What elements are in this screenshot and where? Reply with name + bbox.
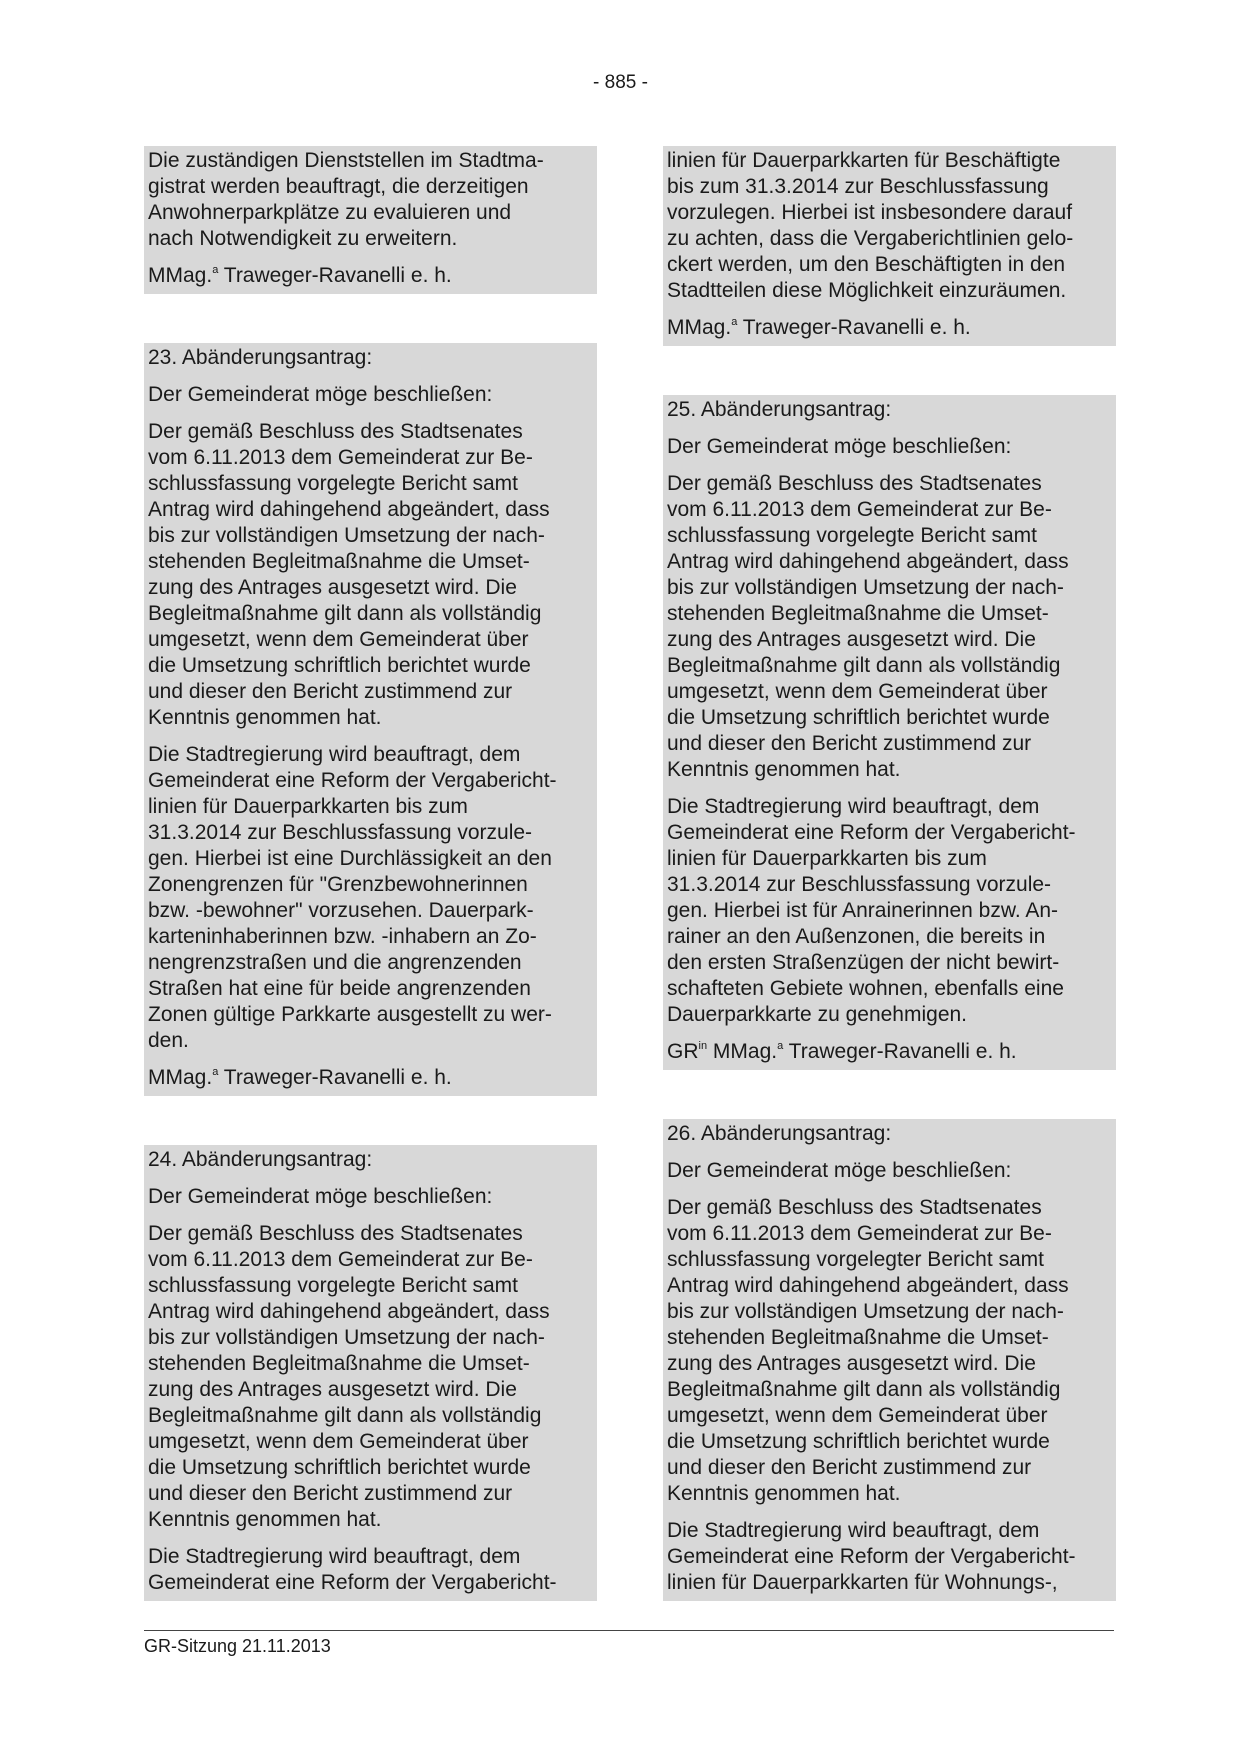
signature bbox=[667, 1039, 1112, 1065]
footer-text: GR-Sitzung 21.11.2013 bbox=[144, 1636, 331, 1656]
amendment-intro: Der Gemeinderat möge beschließen: bbox=[148, 383, 493, 406]
signature-gr: GR bbox=[667, 1040, 699, 1063]
signature bbox=[148, 263, 593, 289]
amendment-paragraph: Der gemäß Beschluss des Stadtsenates vom 6.11.2013 dem Gemeinderat zur Be- schlussfassung vorgelegter Bericht samt Antrag wird dahingehend abgeändert, dass bis zur vollständigen Umsetzung der nach- stehenden Begleitmaßnahme die Umset- zung des Antrages ausgesetzt wird. Die Begleitmaßnahme gilt dann als vollständig umgesetzt, wenn dem Gemeinderat über die Umsetzung schriftlich berichtet wurde und dieser den Bericht zustimmend zur Kenntnis genommen hat. bbox=[667, 1196, 1069, 1505]
page-footer bbox=[144, 1630, 1114, 1657]
signature-title-sup: a bbox=[212, 264, 219, 276]
amendment-paragraph: Der gemäß Beschluss des Stadtsenates vom 6.11.2013 dem Gemeinderat zur Be- schlussfassung vorgelegte Bericht samt Antrag wird dahingehend abgeändert, dass bis zur vollständigen Umsetzung der nach- stehenden Begleitmaßnahme die Umset- zung des Antrages ausgesetzt wird. Die Begleitmaßnahme gilt dann als vollständig umgesetzt, wenn dem Gemeinderat über die Umsetzung schriftlich berichtet wurde und dieser den Bericht zustimmend zur Kenntnis genommen hat. bbox=[148, 1222, 550, 1531]
amendment-title: 23. Abänderungsantrag: bbox=[148, 346, 373, 369]
amendment-paragraph: Der gemäß Beschluss des Stadtsenates vom 6.11.2013 dem Gemeinderat zur Be- schlussfassung vorgelegte Bericht samt Antrag wird dahingehend abgeändert, dass bis zur vollständigen Umsetzung der nach- stehenden Begleitmaßnahme die Umset- zung des Antrages ausgesetzt wird. Die Begleitmaßnahme gilt dann als vollständig umgesetzt, wenn dem Gemeinderat über die Umsetzung schriftlich berichtet wurde und dieser den Bericht zustimmend zur Kenntnis genommen hat. bbox=[148, 420, 550, 729]
amendment-23-block bbox=[144, 343, 597, 1096]
amendment-intro: Der Gemeinderat möge beschließen: bbox=[667, 435, 1012, 458]
left-column bbox=[144, 146, 597, 1601]
amendment-title: 26. Abänderungsantrag: bbox=[667, 1122, 892, 1145]
amendment-intro: Der Gemeinderat möge beschließen: bbox=[148, 1185, 493, 1208]
signature-title: MMag. bbox=[148, 264, 213, 287]
signature-name: Traweger-Ravanelli e. h. bbox=[737, 316, 971, 339]
amendment-24-block bbox=[144, 1145, 597, 1601]
page-number: - 885 - bbox=[593, 72, 648, 93]
motion-body: linien für Dauerparkkarten für Beschäftigte bis zum 31.3.2014 zur Beschlussfassung vorzulegen. Hierbei ist insbesondere darauf zu achten, dass die Vergaberichtlinien gelo- ckert werden, um den Beschäftigten in den Stadtteilen diese Möglichkeit einzuräumen. bbox=[667, 149, 1074, 302]
signature-title-sup: a bbox=[212, 1066, 219, 1078]
signature bbox=[667, 315, 1112, 341]
motion-continuation-block bbox=[144, 146, 597, 294]
signature-title: MMag. bbox=[707, 1040, 778, 1063]
signature-name: Traweger-Ravanelli e. h. bbox=[218, 1066, 452, 1089]
amendment-paragraph: Die Stadtregierung wird beauftragt, dem Gemeinderat eine Reform der Vergabericht- linien für Dauerparkkarten für Wohnungs-, bbox=[667, 1519, 1076, 1594]
amendment-title: 24. Abänderungsantrag: bbox=[148, 1148, 373, 1171]
amendment-intro: Der Gemeinderat möge beschließen: bbox=[667, 1159, 1012, 1182]
signature-title-sup: a bbox=[731, 316, 738, 328]
signature-title: MMag. bbox=[148, 1066, 213, 1089]
signature-gr-sup: in bbox=[698, 1040, 708, 1052]
amendment-title: 25. Abänderungsantrag: bbox=[667, 398, 892, 421]
amendment-paragraph: Die Stadtregierung wird beauftragt, dem Gemeinderat eine Reform der Vergabericht- bbox=[148, 1545, 557, 1594]
motion-continuation-block bbox=[663, 146, 1116, 346]
right-column bbox=[663, 146, 1116, 1601]
signature-name: Traweger-Ravanelli e. h. bbox=[783, 1040, 1017, 1063]
amendment-26-block bbox=[663, 1119, 1116, 1601]
amendment-paragraph: Der gemäß Beschluss des Stadtsenates vom 6.11.2013 dem Gemeinderat zur Be- schlussfassung vorgelegte Bericht samt Antrag wird dahingehend abgeändert, dass bis zur vollständigen Umsetzung der nach- stehenden Begleitmaßnahme die Umset- zung des Antrages ausgesetzt wird. Die Begleitmaßnahme gilt dann als vollständig umgesetzt, wenn dem Gemeinderat über die Umsetzung schriftlich berichtet wurde und dieser den Bericht zustimmend zur Kenntnis genommen hat. bbox=[667, 472, 1069, 781]
signature-title-sup: a bbox=[777, 1040, 784, 1052]
amendment-paragraph: Die Stadtregierung wird beauftragt, dem Gemeinderat eine Reform der Vergabericht- linien für Dauerparkkarten bis zum 31.3.2014 zur Beschlussfassung vorzule- gen. Hierbei ist für Anrainerinnen bzw. An- rainer an den Außenzonen, die bereits in den ersten Straßenzügen der nicht bewirt- schafteten Gebiete wohnen, ebenfalls eine Dauerparkkarte zu genehmigen. bbox=[667, 795, 1076, 1026]
signature bbox=[148, 1065, 593, 1091]
amendment-paragraph: Die Stadtregierung wird beauftragt, dem Gemeinderat eine Reform der Vergabericht- linien für Dauerparkkarten bis zum 31.3.2014 zur Beschlussfassung vorzule- gen. Hierbei ist eine Durchlässigkeit an den Zonengrenzen für "Grenzbewohnerinnen bzw. -bewohner" vorzusehen. Dauerpark- karteninhaberinnen bzw. -inhabern an Zo- nengrenzstraßen und die angrenzenden Straßen hat eine für beide angrenzenden Zonen gültige Parkkarte ausgestellt zu wer- den. bbox=[148, 743, 557, 1052]
amendment-25-block bbox=[663, 395, 1116, 1070]
signature-title: MMag. bbox=[667, 316, 732, 339]
motion-body: Die zuständigen Dienststellen im Stadtma- gistrat werden beauftragt, die derzeitigen Anwohnerparkplätze zu evaluieren und nach Notwendigkeit zu erweitern. bbox=[148, 149, 544, 250]
signature-name: Traweger-Ravanelli e. h. bbox=[218, 264, 452, 287]
